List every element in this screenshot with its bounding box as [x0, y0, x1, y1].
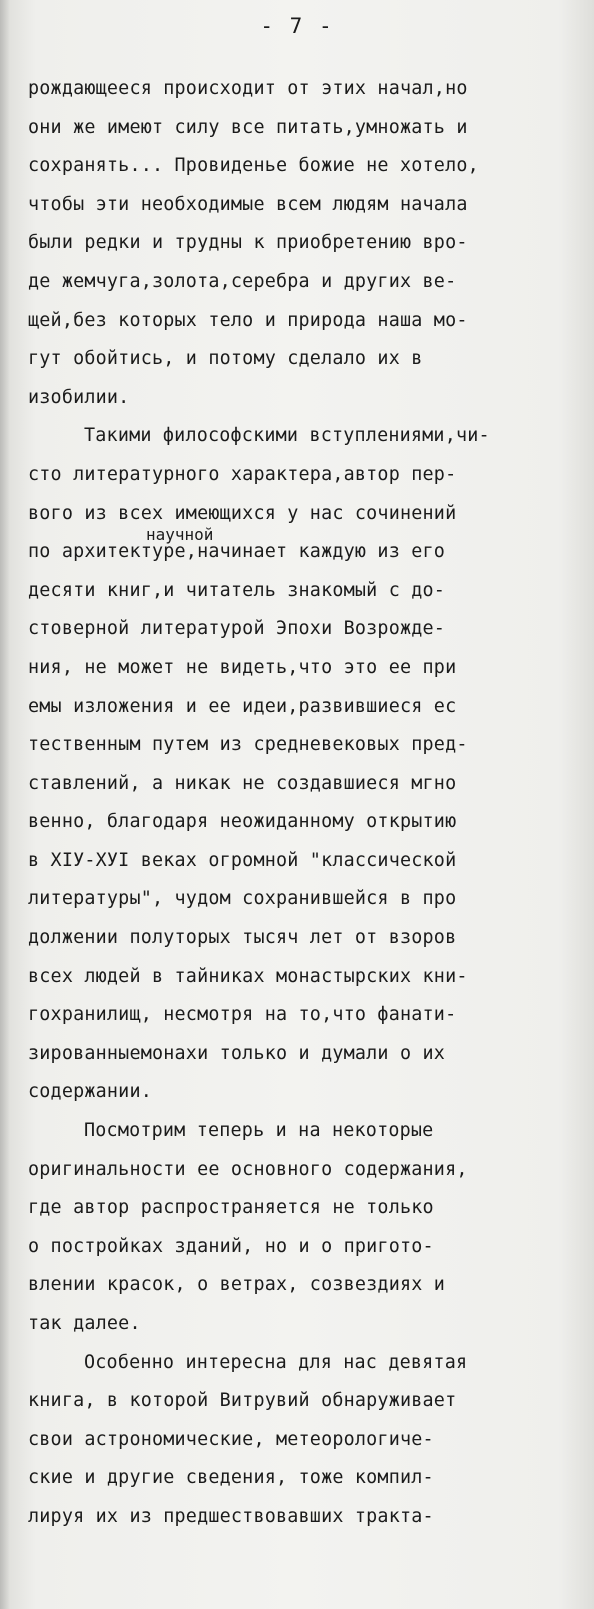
text-line-25: гохранилищ, несмотря на то,что фанати- — [28, 1004, 457, 1026]
text-line-26: зированныемонахи только и думали о их — [28, 1042, 446, 1064]
page-number: - 7 - — [260, 14, 334, 38]
handwritten-insertion: научной — [146, 525, 214, 544]
text-line-2: они же имеют силу все питать,умножать и — [28, 116, 468, 138]
text-line-24: всех людей в тайниках монастырских кни- — [28, 965, 468, 987]
text-line-13: по архитектуре,начинает каждую из его — [28, 541, 446, 563]
text-line-4: чтобы эти необходимые всем людям начала — [28, 193, 468, 215]
text-line-36: свои астрономические, метеорологиче- — [28, 1428, 434, 1450]
text-line-8: гут обойтись, и потому сделало их в — [28, 348, 423, 370]
text-line-3: сохранять... Провиденье божие не хотело, — [28, 155, 479, 177]
text-line-17: емы изложения и ее идеи,развившиеся ес — [28, 695, 457, 717]
text-line-23: должении полуторых тысяч лет от взоров — [28, 927, 457, 949]
text-line-1: рождающееся происходит от этих начал,но — [28, 78, 468, 99]
text-line-15: стоверной литературой Эпохи Возрожде- — [28, 618, 446, 640]
text-line-28: Посмотрим теперь и на некоторые — [84, 1120, 434, 1142]
text-line-14: десяти книг,и читатель знакомый с до- — [28, 579, 446, 601]
text-line-33: так далее. — [28, 1313, 141, 1334]
body-text — [28, 70, 568, 1537]
text-line-20: венно, благодаря неожиданному открытию — [28, 811, 457, 833]
text-line-32: влении красок, о ветрах, созвездиях и — [28, 1274, 446, 1296]
text-line-21: в XIУ-ХУI веках огромной "классической — [28, 849, 457, 871]
text-line-6: де жемчуга,золота,серебра и других ве- — [28, 270, 457, 292]
text-line-37: ские и другие сведения, тоже компил- — [28, 1467, 434, 1489]
text-line-12: вого из всех имеющихся у нас сочинений — [28, 502, 457, 524]
text-line-35: книга, в которой Витрувий обнаруживает — [28, 1390, 457, 1412]
text-line-5: были редки и трудны к приобретению вро- — [28, 232, 468, 254]
text-line-38: лируя их из предшествовавших тракта- — [28, 1505, 434, 1527]
text-line-11: сто литературного характера,автор пер- — [28, 463, 457, 485]
left-margin-shadow — [0, 0, 10, 1609]
text-line-7: щей,без которых тело и природа наша мо- — [28, 309, 468, 331]
text-line-31: о постройках зданий, но и о пригото- — [28, 1235, 434, 1257]
text-line-29: оригинальности ее основного содержания, — [28, 1158, 468, 1180]
text-line-18: тественным путем из средневековых пред- — [28, 734, 468, 756]
text-line-34: Особенно интересна для нас девятая — [84, 1351, 468, 1373]
text-line-30: где автор распространяется не только — [28, 1197, 434, 1219]
text-line-9: изобилии. — [28, 386, 130, 408]
text-line-19: ставлений, а никак не создавшиеся мгно — [28, 772, 457, 794]
text-line-16: ния, не может не видеть,что это ее при — [28, 656, 457, 678]
text-line-27: содержании. — [28, 1081, 152, 1103]
text-line-10: Такими философскими вступлениями,чи- — [84, 425, 490, 447]
text-line-22: литературы", чудом сохранившейся в про — [28, 888, 457, 910]
